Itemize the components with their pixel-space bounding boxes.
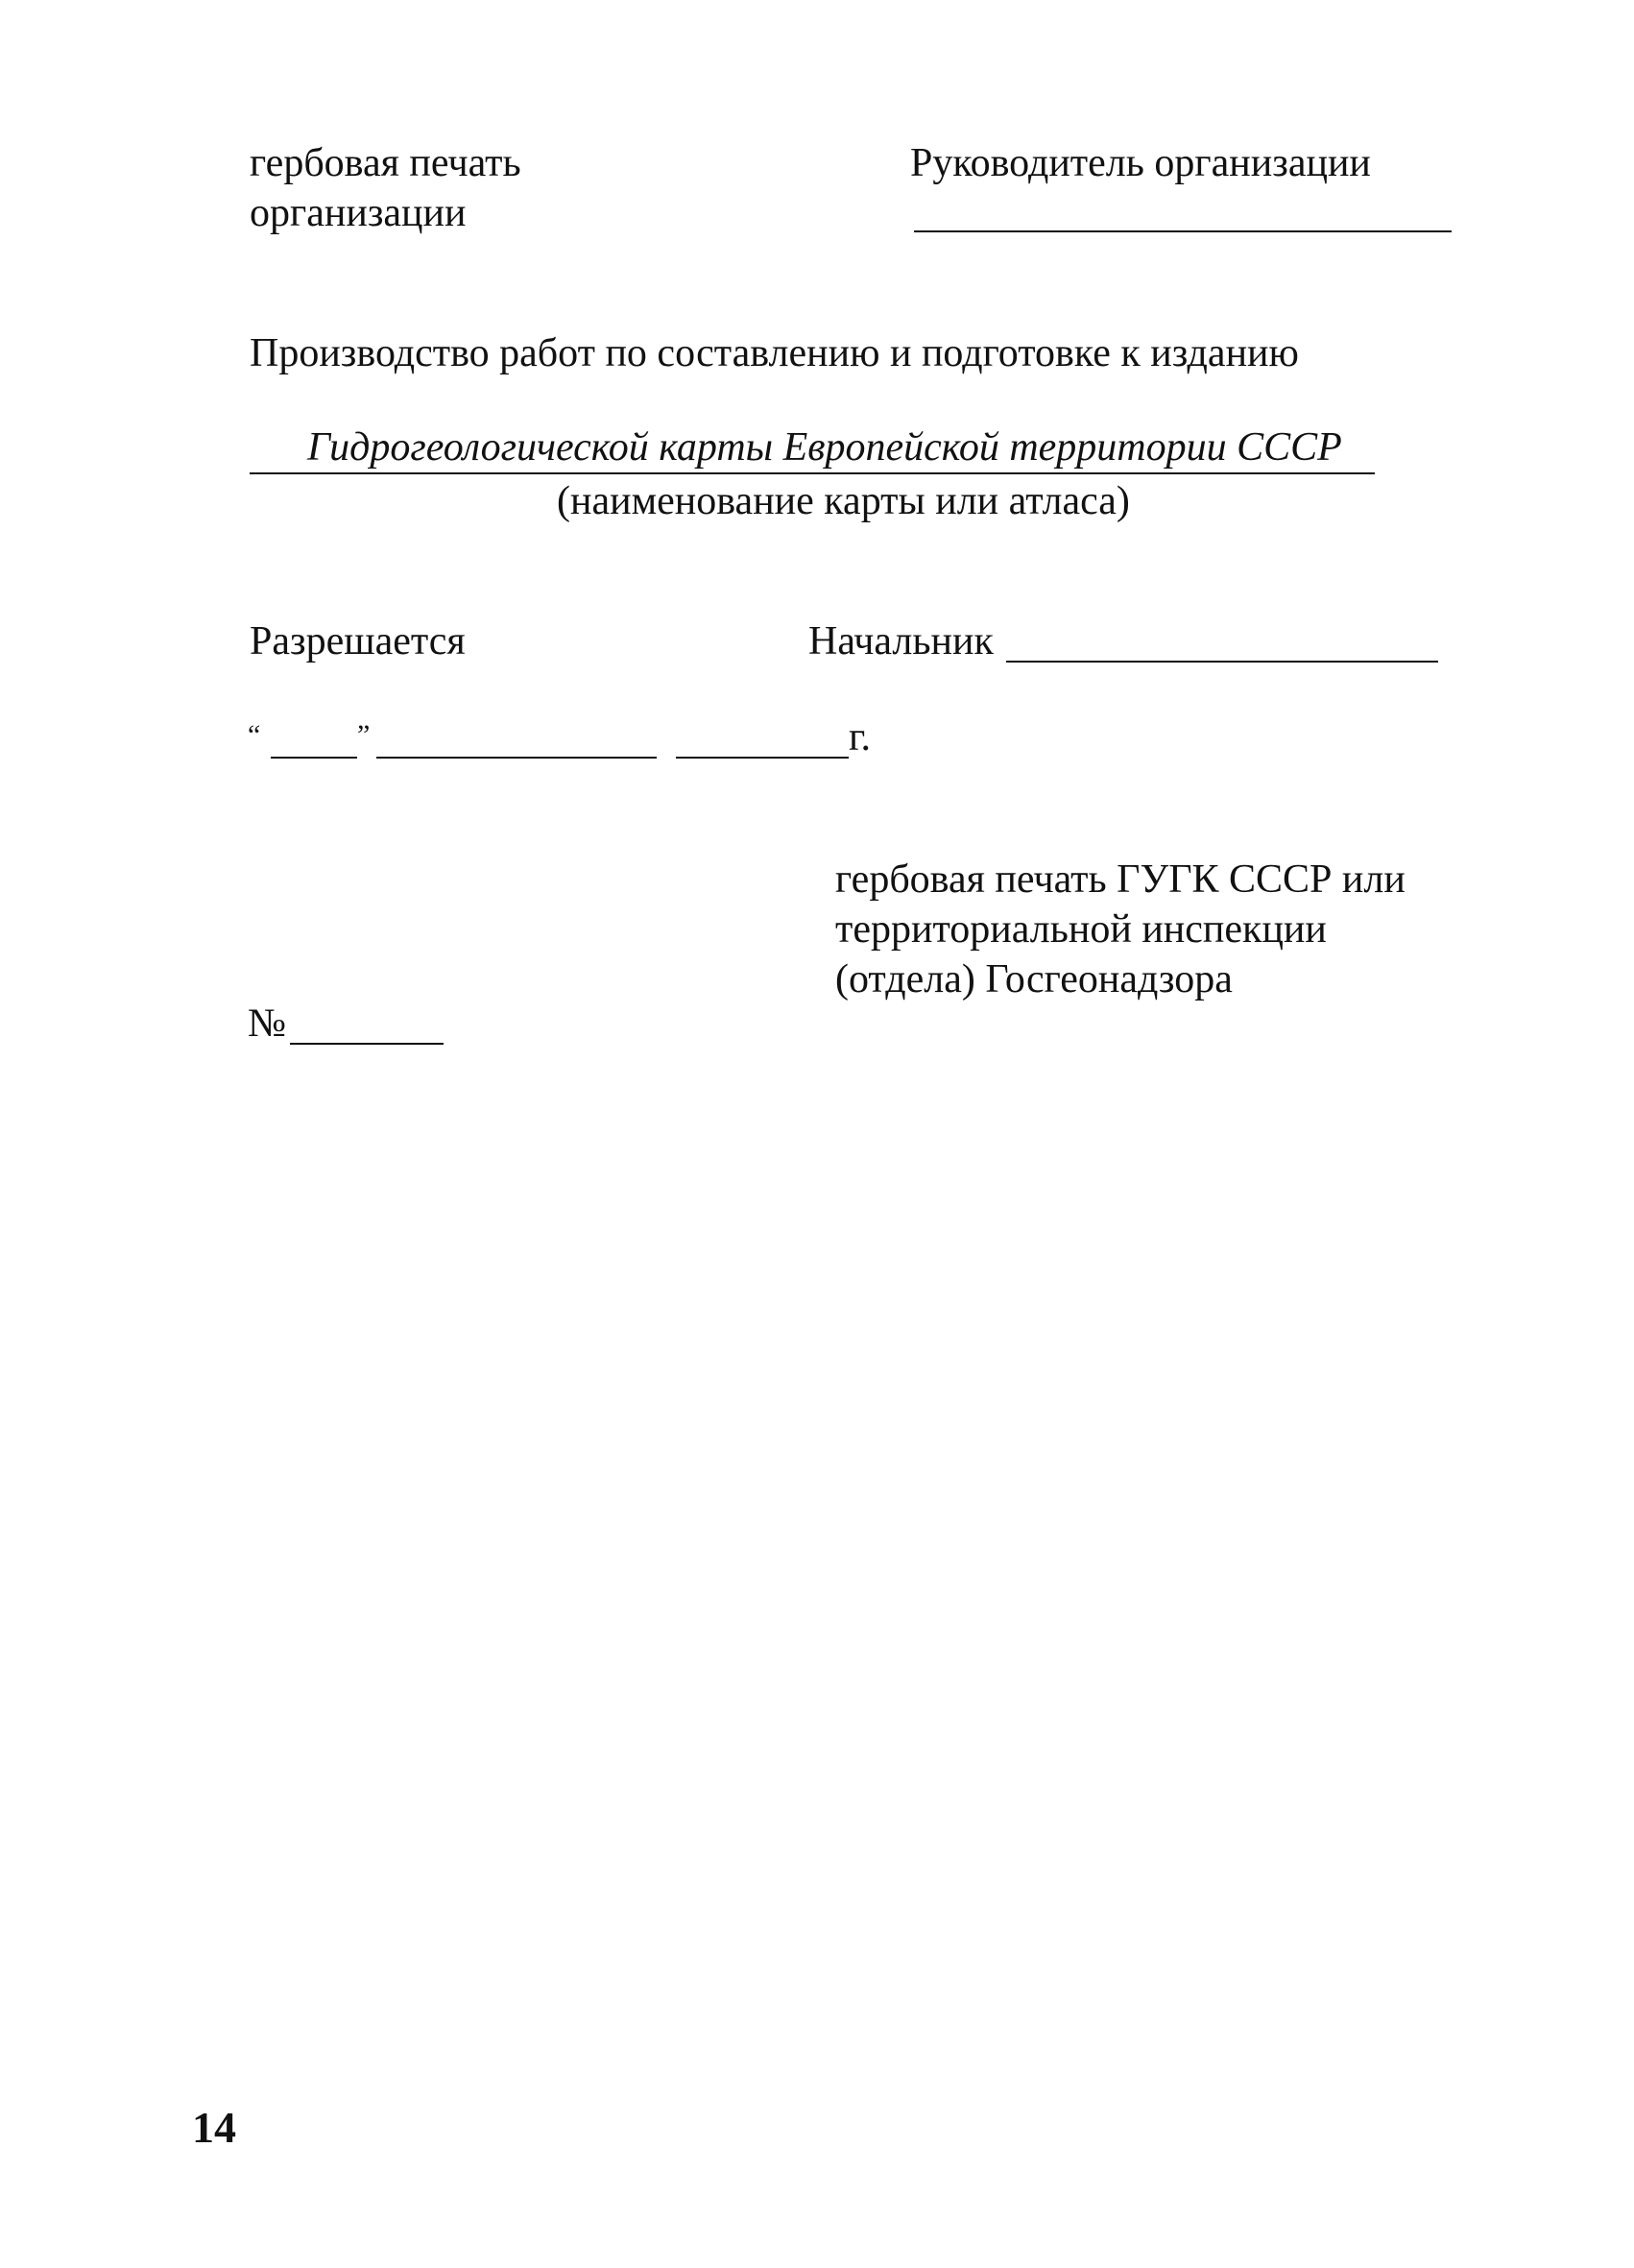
map-name-underline <box>250 472 1375 474</box>
head-of-organization-label: Руководитель организации <box>910 141 1371 185</box>
chief-label: Начальник <box>808 619 994 664</box>
date-day-line <box>271 757 357 759</box>
authority-seal-line-2: территориальной инспекции <box>835 907 1327 952</box>
page-number: 14 <box>192 2103 236 2152</box>
map-name: Гидрогеологической карты Европейской территории СССР <box>307 425 1342 470</box>
authority-seal-line-3: (отдела) Госгеонадзора <box>835 957 1233 1001</box>
date-close-quote: ” <box>357 719 371 751</box>
date-open-quote: “ <box>248 719 261 751</box>
org-seal-line-1: гербовая печать <box>250 141 521 185</box>
permitted-label: Разрешается <box>250 619 466 664</box>
head-of-organization-signature-line <box>914 230 1452 232</box>
number-line <box>290 1043 444 1045</box>
date-year-line <box>676 757 849 759</box>
year-suffix: г. <box>849 715 871 760</box>
production-heading: Производство работ по составлению и подготовке к изданию <box>250 331 1299 375</box>
number-label: № <box>248 1001 287 1046</box>
date-month-line <box>376 757 657 759</box>
map-name-caption: (наименование карты или атласа) <box>557 479 1130 523</box>
chief-signature-line <box>1006 661 1438 663</box>
authority-seal-line-1: гербовая печать ГУГК СССР или <box>835 857 1406 902</box>
org-seal-line-2: организации <box>250 191 467 235</box>
